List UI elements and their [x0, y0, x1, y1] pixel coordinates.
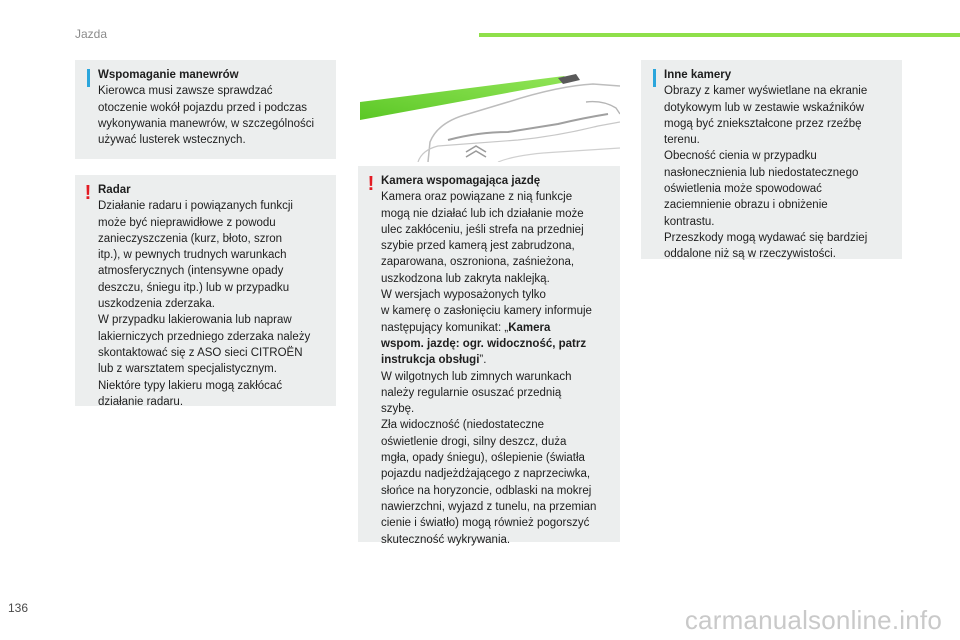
page-number: 136 [8, 601, 29, 615]
warning-driving-camera [358, 166, 620, 546]
camera-message: Kamera wspom. jazdę: ogr. widoczność, patrz instrukcja obsługi [381, 321, 587, 367]
note-body: Kierowca musi zawsze sprawdzać otoczenie wokół pojazdu przed i podczas wykonywania manewrów, w szczególności używać lusterek wstecznych. [98, 85, 315, 147]
warning-body-part2: ”. W wilgotnych lub zimnych warunkach należy regularnie osuszać przednią szybę. Zła widoczność (niedostateczne oświetlenie drogi, silny deszcz, duża mgła, opady śniegu), oślepienie (światła pojazdu nadjeżdżającego z naprzeciwka, słońce na horyzoncie, odblaski na mokrej nawierzchni, wyjazd z tunelu, na przemian cienie i światło) mogą również pogorszyć skuteczność wykrywania. [381, 354, 597, 546]
warning-exclamation-icon: ! [367, 173, 375, 195]
note-body: Obrazy z kamer wyświetlane na ekranie dotykowym lub w zestawie wskaźników mogą być zniekształcone przez rzeźbę terenu. Obecność cienia w przypadku nasłonecznienia lub niedostatecznego oświetlenia może spowodować zaciemnienie obrazu i obniżenie kontrastu. Przeszkody mogą wydawać się bardziej oddalone niż są w rzeczywistości. [664, 85, 868, 261]
warning-title: Radar [98, 184, 131, 196]
section-title: Jazda [75, 27, 108, 41]
note-maneuver-assist [75, 60, 336, 159]
warning-title: Kamera wspomagająca jazdę [381, 175, 541, 187]
note-title: Inne kamery [664, 69, 732, 81]
warning-radar [75, 175, 336, 406]
section-accent-bar [479, 33, 960, 37]
warning-exclamation-icon: ! [84, 182, 92, 204]
info-bar-icon [649, 68, 659, 88]
note-other-cameras [641, 60, 902, 259]
car-front-camera-illustration [358, 62, 620, 162]
warning-body: Działanie radaru i powiązanych funkcji może być nieprawidłowe z powodu zanieczyszczenia (kurz, błoto, szron itp.), w pewnych trudnych warunkach atmosferycznych (intensywne opady deszczu, śniegu itp.) lub w przypadku uszkodzenia zderzaka. W przypadku lakierowania lub napraw lakierniczych przedniego zderzaka należy skontaktować się z ASO sieci CITROËN lub z warsztatem specjalistycznym. Niektóre typy lakieru mogą zakłócać działanie radaru. [98, 200, 311, 408]
warning-body-part1: Kamera oraz powiązane z nią funkcje mogą nie działać lub ich działanie może ulec zakłóceniu, jeśli strefa na przedniej szybie przed kamerą jest zabrudzona, zaparowana, oszroniona, zaśnieżona, uszkodzona lub zakryta naklejką. W wersjach wyposażonych tylko w kamerę o zasłonięciu kamery informuje następujący komunikat: „ [381, 191, 592, 334]
warning-body [381, 189, 612, 548]
note-title: Wspomaganie manewrów [98, 69, 239, 81]
info-bar-icon [83, 68, 93, 88]
watermark: carmanualsonline.info [684, 605, 942, 635]
